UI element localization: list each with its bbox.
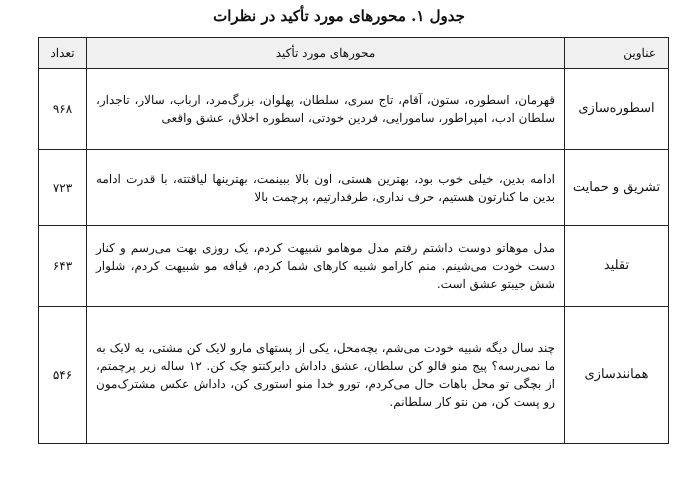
table-row: [39, 307, 669, 444]
row-title: تشریق و حمایت: [565, 150, 669, 226]
table-row: [39, 69, 669, 150]
row-themes-text: مدل موهاتو دوست داشتم رفتم مدل موهامو شبیهت کردم، یک روزی بهت می‌رسم و کنار دست خودت می‌شینم. منم کارامو شبیه کارهای شما کردم، قیافه مو شبیهت کردم، شلوار شش جیبتو عشق است.: [87, 226, 565, 307]
themes-table: [38, 37, 669, 444]
header-count: تعداد: [39, 38, 87, 69]
row-themes-text: چند سال دیگه شبیه خودت می‌شم، بچه‌محل، یکی از پستهای مارو لایک کن مشتی، یه لایک به ما نمی‌رسه؟ پیج منو فالو کن سلطان، عشق داداش دایرکتتو چک کن. ۱۲ ساله زیر پرچمتم، از بچگی تو محل باهات حال می‌کردم، تورو خدا منو استوری کن، داداش عکس مشترک‌مون رو پست کن، من نتو کار سلطانم.: [87, 307, 565, 444]
row-count: ۶۴۳: [39, 226, 87, 307]
table-row: [39, 226, 669, 307]
row-count: ۷۲۳: [39, 150, 87, 226]
header-themes: محورهای مورد تأکید: [87, 38, 565, 69]
row-title: تقلید: [565, 226, 669, 307]
table-caption: جدول ۱. محورهای مورد تأکید در نظرات: [213, 7, 465, 25]
header-titles: عناوین: [565, 38, 669, 69]
row-title: همانندسازی: [565, 307, 669, 444]
table-row: [39, 150, 669, 226]
table-header-row: [39, 38, 669, 69]
row-count: ۵۴۶: [39, 307, 87, 444]
row-count: ۹۶۸: [39, 69, 87, 150]
row-themes-text: قهرمان، اسطوره، ستون، آقام، تاج سری، سلطان، پهلوان، بزرگ‌مرد، ارباب، سالار، تاجدار، سلطان ادب، امپراطور، سامورایی، فردین خودتی، اسطوره اخلاق، عشق واقعی: [87, 69, 565, 150]
row-title: اسطوره‌سازی: [565, 69, 669, 150]
row-themes-text: ادامه بدین، خیلی خوب بود، بهترین هستی، اون بالا ببینمت، بهترینها لیاقتته، با قدرت ادامه بدین ما کنارتون هستیم، حرف نداری، طرفدارتیم، پرچمت بالا: [87, 150, 565, 226]
